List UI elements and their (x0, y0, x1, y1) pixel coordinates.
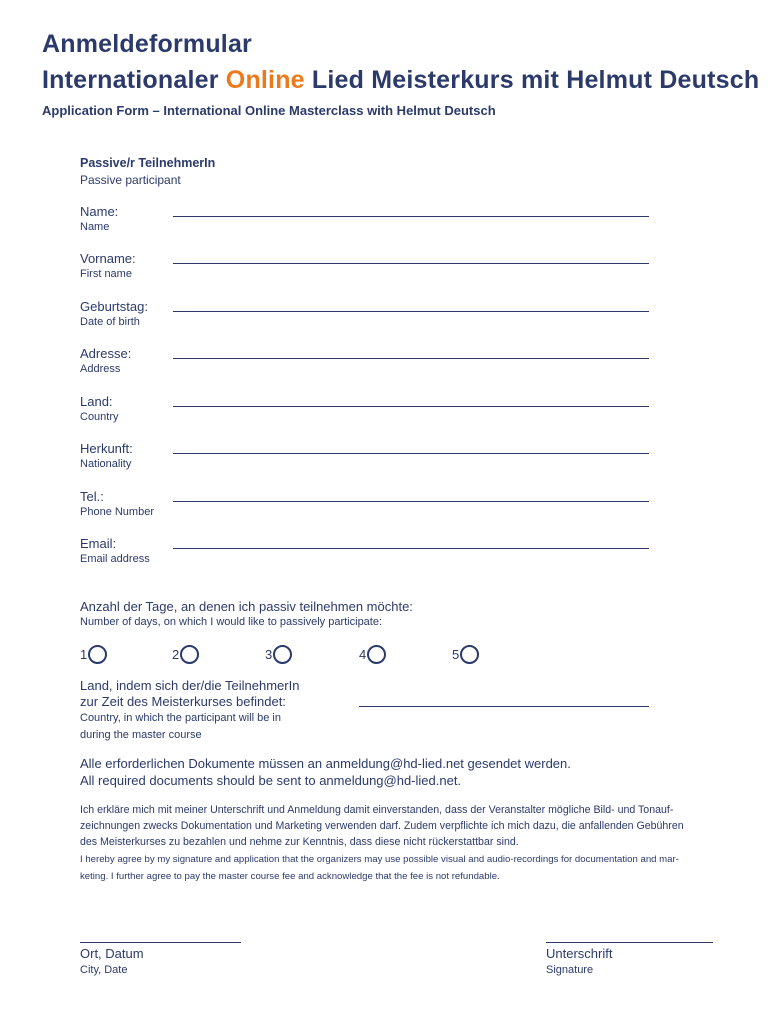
radio-circle-icon[interactable] (88, 645, 107, 664)
course-location-sublabel-line2: during the master course (80, 729, 202, 741)
course-location-label-line1: Land, indem sich der/die TeilnehmerIn (80, 678, 300, 693)
course-location-sublabel (80, 710, 281, 744)
course-location-field[interactable] (359, 706, 649, 707)
name-sublabel: Name (80, 221, 110, 233)
signature-sublabel: Signature (546, 964, 594, 976)
address-sublabel: Address (80, 363, 121, 375)
name-field[interactable] (173, 216, 649, 217)
birthdate-sublabel: Date of birth (80, 316, 140, 328)
signature-field[interactable] (546, 942, 713, 943)
day-option-label: 2 (172, 646, 180, 662)
course-location-label-line2: zur Zeit des Meisterkurses befindet: (80, 694, 286, 709)
birthdate-field[interactable] (173, 311, 649, 312)
declaration-de-line: zeichnungen zwecks Dokumentation und Marketing verwenden darf. Zudem verpflichte ich mich dazu, die anfallenden Gebühren (80, 820, 684, 832)
days-question: Anzahl der Tage, an denen ich passiv teilnehmen möchte: (80, 599, 413, 614)
documents-notice (80, 756, 571, 789)
email-field[interactable] (173, 548, 649, 549)
name-label: Name: (80, 204, 119, 219)
phone-field[interactable] (173, 501, 649, 502)
day-option-2[interactable] (172, 642, 199, 666)
signature-label: Unterschrift (546, 946, 613, 961)
declaration-en-line: keting. I further agree to pay the master course fee and acknowledge that the fee is not refundable. (80, 871, 500, 882)
declaration-en-line: I hereby agree by my signature and application that the organizers may use possible visual and audio-recordings for documentation and mar- (80, 854, 679, 865)
day-option-4[interactable] (359, 642, 386, 666)
phone-sublabel: Phone Number (80, 506, 154, 518)
phone-label: Tel.: (80, 489, 104, 504)
radio-circle-icon[interactable] (460, 645, 479, 664)
nationality-label: Herkunft: (80, 441, 133, 456)
country-sublabel: Country (80, 411, 119, 423)
first-name-field[interactable] (173, 263, 649, 264)
email-label: Email: (80, 536, 117, 551)
course-location-sublabel-line1: Country, in which the participant will be in (80, 712, 281, 724)
place-date-label: Ort, Datum (80, 946, 144, 961)
first-name-label: Vorname: (80, 251, 136, 266)
nationality-field[interactable] (173, 453, 649, 454)
radio-circle-icon[interactable] (367, 645, 386, 664)
place-date-field[interactable] (80, 942, 241, 943)
day-option-label: 1 (80, 646, 88, 662)
day-option-1[interactable] (80, 642, 107, 666)
course-location-label (80, 678, 299, 710)
documents-notice-en: All required documents should be sent to anmeldung@hd-lied.net. (80, 772, 462, 788)
day-option-label: 5 (452, 646, 460, 662)
radio-circle-icon[interactable] (180, 645, 199, 664)
country-label: Land: (80, 394, 113, 409)
section-subtitle: Passive participant (80, 173, 181, 187)
email-sublabel: Email address (80, 553, 150, 565)
day-option-3[interactable] (265, 642, 292, 666)
course-title-accent: Online (225, 66, 305, 94)
section-title: Passive/r TeilnehmerIn (80, 156, 216, 170)
form-subtitle: Application Form – International Online Masterclass with Helmut Deutsch (42, 103, 496, 118)
declaration-de-line: Ich erkläre mich mit meiner Unterschrift und Anmeldung damit einverstanden, dass der Veranstalter mögliche Bild- und Tonauf- (80, 804, 674, 816)
course-title-prefix: Internationaler (42, 66, 226, 94)
birthdate-label: Geburtstag: (80, 299, 148, 314)
course-title-suffix: Lied Meisterkurs mit Helmut Deutsch (304, 66, 760, 94)
day-option-5[interactable] (452, 642, 479, 666)
nationality-sublabel: Nationality (80, 458, 132, 470)
first-name-sublabel: First name (80, 268, 132, 280)
course-title (42, 66, 759, 95)
day-option-label: 3 (265, 646, 273, 662)
declaration-en (80, 851, 728, 885)
day-option-label: 4 (359, 646, 367, 662)
declaration-de (80, 802, 728, 850)
radio-circle-icon[interactable] (273, 645, 292, 664)
days-question-translation: Number of days, on which I would like to passively participate: (80, 616, 383, 628)
address-label: Adresse: (80, 346, 132, 361)
form-title: Anmeldeformular (42, 30, 252, 58)
declaration-de-line: des Meisterkurses zu bezahlen und nehme zur Kenntnis, dass diese nicht rückerstattbar sind. (80, 836, 519, 848)
country-field[interactable] (173, 406, 649, 407)
address-field[interactable] (173, 358, 649, 359)
documents-notice-de: Alle erforderlichen Dokumente müssen an anmeldung@hd-lied.net gesendet werden. (80, 756, 571, 771)
place-date-sublabel: City, Date (80, 964, 128, 976)
